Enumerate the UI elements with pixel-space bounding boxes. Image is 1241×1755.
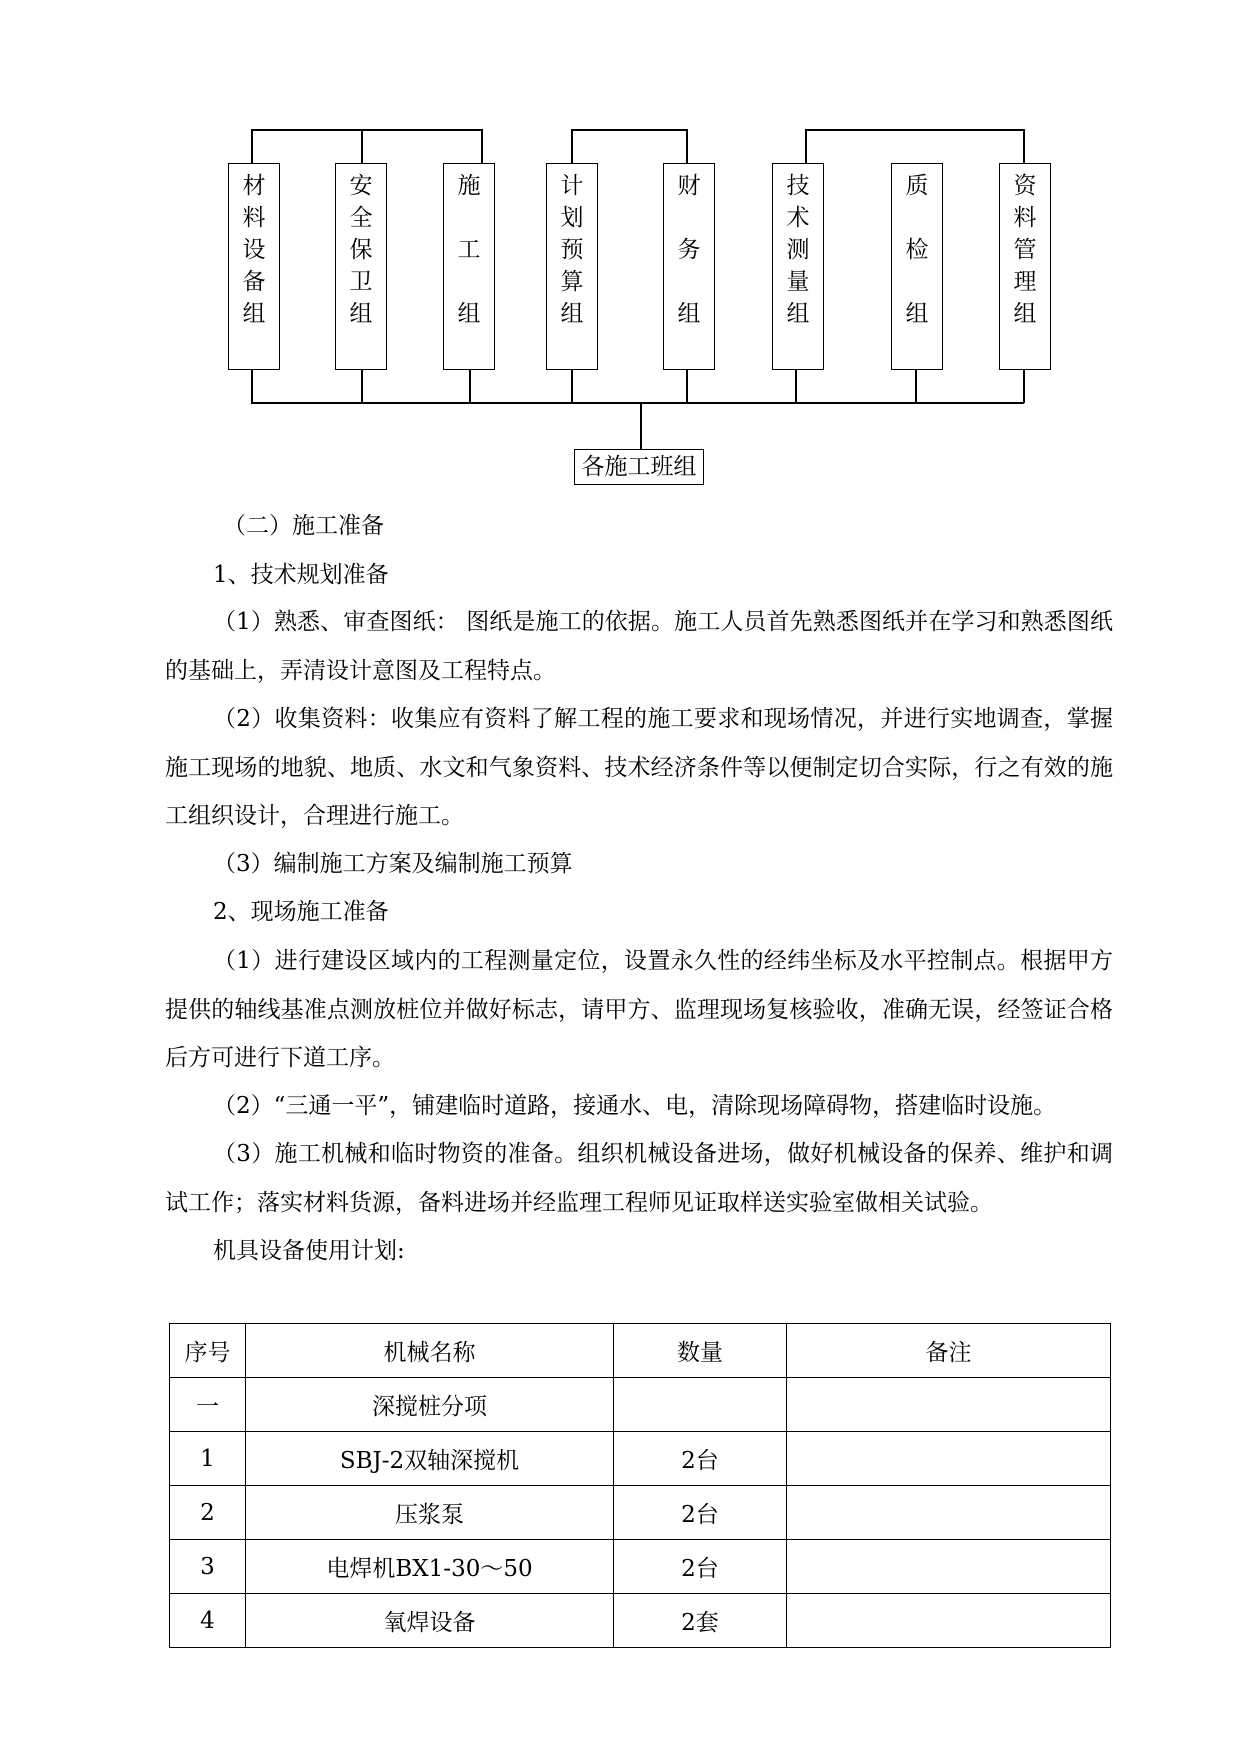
org-box-quality <box>891 163 943 370</box>
equipment-plan-title: 机具设备使用计划: <box>213 1238 405 1264</box>
cell-seq: 一 <box>170 1378 246 1432</box>
cell-machine-name: 电焊机BX1-30～50 <box>246 1540 614 1594</box>
header-quantity: 数量 <box>614 1324 787 1378</box>
table-header-row <box>170 1324 1111 1378</box>
paragraph-survey: （1）进行建设区域内的工程测量定位，设置永久性的经纬坐标及水平控制点。根据甲方提供的轴线基准点测放桩位并做好标志，请甲方、监理现场复核验收，准确无误，经签证合格后方可进行下道工序。 <box>165 948 1113 1071</box>
cell-remarks <box>787 1594 1111 1648</box>
org-box-label: 技 术 测 量 组 <box>786 173 810 327</box>
cell-remarks <box>787 1486 1111 1540</box>
org-box-label: 材 料 设 备 组 <box>242 173 266 327</box>
paragraph-machinery: （3）施工机械和临时物资的准备。组织机械设备进场，做好机械设备的保养、维护和调试工作；落实材料货源，备料进场并经监理工程师见证取样送实验室做相关试验。 <box>165 1141 1113 1216</box>
table-row <box>170 1432 1111 1486</box>
org-box-label: 施 工 组 <box>457 173 481 327</box>
paragraph-review-drawings: （1）熟悉、审查图纸： 图纸是施工的依据。施工人员首先熟悉图纸并在学习和熟悉图纸的基础上，弄清设计意图及工程特点。 <box>165 609 1113 684</box>
header-machine-name: 机械名称 <box>246 1324 614 1378</box>
org-box-construction <box>443 163 495 370</box>
org-box-records <box>999 163 1051 370</box>
cell-machine-name: 深搅桩分项 <box>246 1378 614 1432</box>
org-box-planning <box>546 163 598 370</box>
org-box-label: 质 检 组 <box>905 173 929 327</box>
subheading-site-preparation: 2、现场施工准备 <box>213 899 389 925</box>
org-box-finance <box>663 163 715 370</box>
cell-machine-name: SBJ-2双轴深搅机 <box>246 1432 614 1486</box>
table-row <box>170 1540 1111 1594</box>
subheading-technical-planning: 1、技术规划准备 <box>213 562 389 588</box>
cell-quantity: 2套 <box>614 1594 787 1648</box>
paragraph-three-connections: （2）“三通一平”，铺建临时道路，接通水、电，清除现场障碍物，搭建临时设施。 <box>213 1093 1057 1119</box>
org-box-security <box>335 163 387 370</box>
cell-seq: 3 <box>170 1540 246 1594</box>
cell-remarks <box>787 1378 1111 1432</box>
cell-seq: 1 <box>170 1432 246 1486</box>
cell-seq: 4 <box>170 1594 246 1648</box>
section-heading: （二）施工准备 <box>223 513 384 539</box>
table-row <box>170 1594 1111 1648</box>
cell-seq: 2 <box>170 1486 246 1540</box>
table-row <box>170 1378 1111 1432</box>
header-seq: 序号 <box>170 1324 246 1378</box>
cell-quantity: 2台 <box>614 1432 787 1486</box>
cell-remarks <box>787 1432 1111 1486</box>
org-chart <box>0 0 1241 500</box>
cell-quantity <box>614 1378 787 1432</box>
org-box-label: 计 划 预 算 组 <box>560 173 584 327</box>
org-box-label: 安 全 保 卫 组 <box>349 173 373 327</box>
top-connector-mid <box>571 129 687 131</box>
org-box-technical <box>772 163 824 370</box>
cell-machine-name: 氧焊设备 <box>246 1594 614 1648</box>
org-box-teams: 各施工班组 <box>574 449 704 485</box>
cell-quantity: 2台 <box>614 1486 787 1540</box>
cell-remarks <box>787 1540 1111 1594</box>
top-connector-right <box>805 129 1024 131</box>
org-box-label: 财 务 组 <box>677 173 701 327</box>
bottom-connector <box>251 402 1024 404</box>
org-box-materials <box>228 163 280 370</box>
top-connector-left <box>251 129 482 131</box>
cell-quantity: 2台 <box>614 1540 787 1594</box>
equipment-table <box>169 1323 1111 1648</box>
header-remarks: 备注 <box>787 1324 1111 1378</box>
org-box-label: 资 料 管 理 组 <box>1013 173 1037 327</box>
cell-machine-name: 压浆泵 <box>246 1486 614 1540</box>
paragraph-prepare-plan: （3）编制施工方案及编制施工预算 <box>213 851 573 877</box>
paragraph-collect-data: （2）收集资料：收集应有资料了解工程的施工要求和现场情况，并进行实地调查，掌握施工现场的地貌、地质、水文和气象资料、技术经济条件等以便制定切合实际，行之有效的施工组织设计，合理进行施工。 <box>165 706 1113 829</box>
table-row <box>170 1486 1111 1540</box>
